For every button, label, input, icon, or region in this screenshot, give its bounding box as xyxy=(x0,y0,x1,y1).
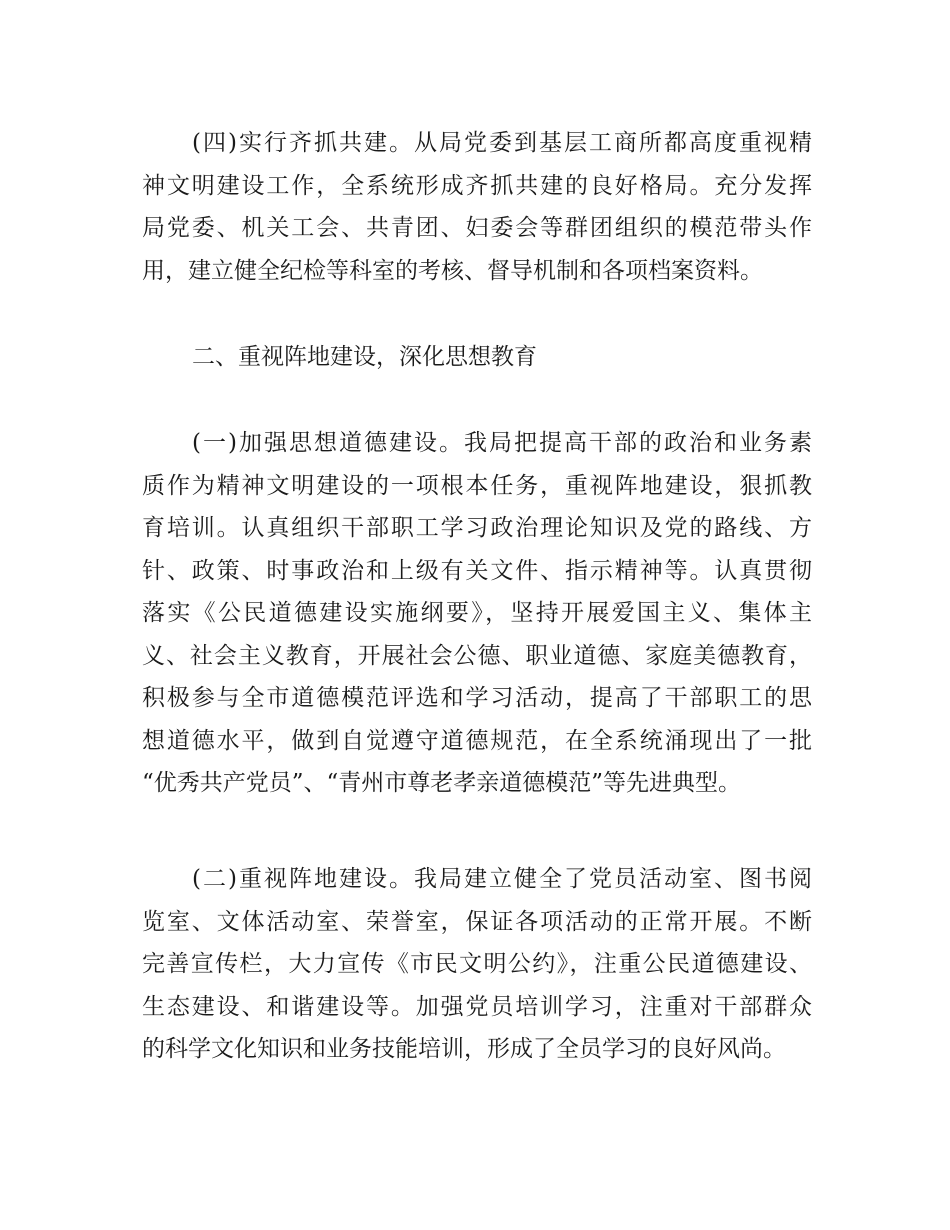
paragraph-line: 神文明建设工作，全系统形成齐抓共建的良好格局。充分发挥 xyxy=(142,172,812,199)
paragraph-line: 义、社会主义教育，开展社会公德、职业道德、家庭美德教育， xyxy=(142,642,812,669)
paragraph-line: 用，建立健全纪检等科室的考核、督导机制和各项档案资料。 xyxy=(142,257,763,284)
paragraph-line: 质作为精神文明建设的一项根本任务，重视阵地建设，狠抓教 xyxy=(142,472,812,499)
section-heading: 二、重视阵地建设，深化思想教育 xyxy=(192,344,537,370)
paragraph-line: 完善宣传栏，大力宣传《市民文明公约》，注重公民道德建设、 xyxy=(142,951,812,977)
paragraph-line: “优秀共产党员”、“青州市尊老孝亲道德模范”等先进典型。 xyxy=(142,770,742,796)
paragraph-line: 想道德水平，做到自觉遵守道德规范，在全系统涌现出了一批 xyxy=(142,727,812,754)
paragraph-line: 的科学文化知识和业务技能培训，形成了全员学习的良好风尚。 xyxy=(142,1036,786,1062)
paragraph-line: (二)重视阵地建设。我局建立健全了党员活动室、图书阅 xyxy=(192,866,812,892)
paragraph-line: (四)实行齐抓共建。从局党委到基层工商所都高度重视精 xyxy=(192,130,812,156)
paragraph-line: 积极参与全市道德模范评选和学习活动，提高了干部职工的思 xyxy=(142,685,812,711)
paragraph-line: 育培训。认真组织干部职工学习政治理论知识及党的路线、方 xyxy=(142,515,812,541)
paragraph-implement-joint-construction xyxy=(142,122,812,292)
paragraph-line: 局党委、机关工会、共青团、妇委会等群团组织的模范带头作 xyxy=(142,215,812,241)
paragraph-position-construction xyxy=(142,858,812,1071)
paragraph-line: (一)加强思想道德建设。我局把提高干部的政治和业务素 xyxy=(192,430,812,456)
paragraph-moral-construction xyxy=(142,422,812,805)
paragraph-line: 览室、文体活动室、荣誉室，保证各项活动的正常开展。不断 xyxy=(142,908,812,935)
paragraph-line: 针、政策、时事政治和上级有关文件、指示精神等。认真贯彻 xyxy=(142,557,812,584)
paragraph-line: 落实《公民道德建设实施纲要》，坚持开展爱国主义、集体主 xyxy=(142,600,812,626)
paragraph-line: 生态建设、和谐建设等。加强党员培训学习，注重对干部群众 xyxy=(142,993,812,1020)
